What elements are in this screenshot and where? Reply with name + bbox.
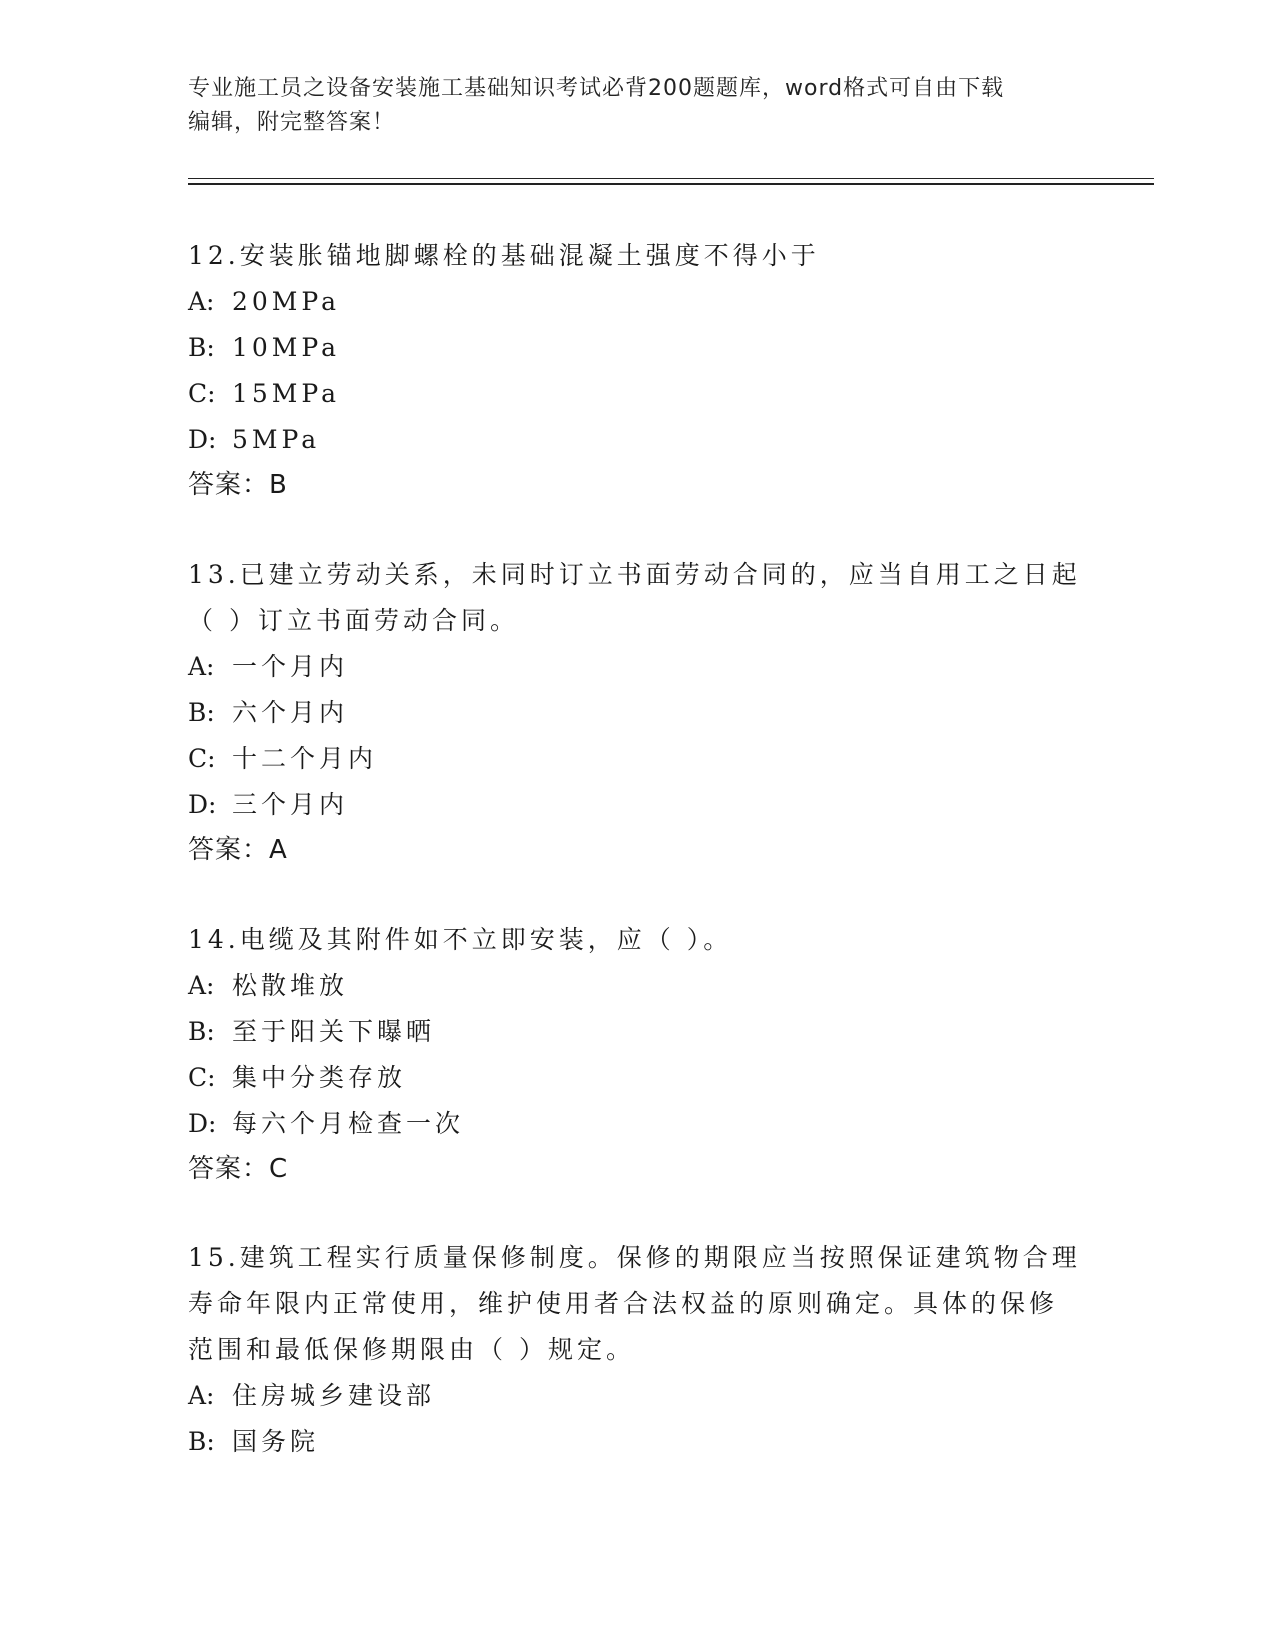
option-text: 每六个月检查一次: [232, 1109, 465, 1138]
option-text: 六个月内: [232, 698, 349, 727]
option-key: A:: [188, 1381, 215, 1410]
question-12: [188, 233, 1088, 507]
option-b: [188, 690, 1088, 736]
option-text: 国务院: [232, 1427, 320, 1456]
option-key: D:: [188, 425, 217, 454]
option-text: 20MPa: [232, 287, 341, 316]
option-key: B:: [188, 1427, 215, 1456]
header-divider-thin: [188, 178, 1154, 179]
option-a: [188, 644, 1088, 690]
option-text: 集中分类存放: [232, 1063, 407, 1092]
question-stem: 12.安装胀锚地脚螺栓的基础混凝土强度不得小于: [188, 241, 820, 270]
option-text: 15MPa: [232, 379, 341, 408]
document-header: [188, 72, 1088, 140]
answer: 答案：A: [188, 835, 288, 865]
option-b: [188, 1009, 1088, 1055]
question-stem-cont: 寿命年限内正常使用，维护使用者合法权益的原则确定。具体的保修: [188, 1289, 1059, 1318]
option-key: A:: [188, 287, 215, 316]
option-text: 一个月内: [232, 652, 349, 681]
question-stem: 15.建筑工程实行质量保修制度。保修的期限应当按照保证建筑物合理: [188, 1243, 1081, 1272]
option-key: B:: [188, 698, 215, 727]
question-stem-cont: （ ）订立书面劳动合同。: [188, 606, 519, 635]
option-c: [188, 371, 1088, 417]
header-line-1: 专业施工员之设备安装施工基础知识考试必背200题题库，word格式可自由下载: [188, 76, 1005, 101]
option-a: [188, 963, 1088, 1009]
option-text: 10MPa: [232, 333, 341, 362]
question-stem-cont: 范围和最低保修期限由（ ）规定。: [188, 1335, 635, 1364]
option-c: [188, 736, 1088, 782]
option-c: [188, 1055, 1088, 1101]
answer: 答案：B: [188, 470, 288, 500]
option-b: [188, 325, 1088, 371]
question-stem: 13.已建立劳动关系，未同时订立书面劳动合同的，应当自用工之日起: [188, 560, 1081, 589]
option-key: D:: [188, 1109, 217, 1138]
option-key: C:: [188, 1063, 216, 1092]
option-text: 住房城乡建设部: [232, 1381, 436, 1410]
option-key: B:: [188, 1017, 215, 1046]
question-stem: 14.电缆及其附件如不立即安装，应（ ）。: [188, 925, 733, 954]
option-text: 松散堆放: [232, 971, 349, 1000]
option-key: A:: [188, 652, 215, 681]
option-key: B:: [188, 333, 215, 362]
option-d: [188, 782, 1088, 828]
header-divider-thick: [188, 183, 1154, 185]
question-15: [188, 1235, 1088, 1465]
question-14: [188, 917, 1088, 1191]
option-key: D:: [188, 790, 217, 819]
option-key: C:: [188, 744, 216, 773]
header-line-2: 编辑，附完整答案！: [188, 110, 396, 135]
question-13: [188, 552, 1088, 872]
option-key: C:: [188, 379, 216, 408]
option-text: 十二个月内: [232, 744, 378, 773]
answer: 答案：C: [188, 1154, 289, 1184]
option-d: [188, 417, 1088, 463]
option-d: [188, 1101, 1088, 1147]
option-key: A:: [188, 971, 215, 1000]
option-a: [188, 1373, 1088, 1419]
option-text: 三个月内: [232, 790, 349, 819]
option-a: [188, 279, 1088, 325]
option-b: [188, 1419, 1088, 1465]
option-text: 5MPa: [232, 425, 321, 454]
option-text: 至于阳关下曝晒: [232, 1017, 436, 1046]
